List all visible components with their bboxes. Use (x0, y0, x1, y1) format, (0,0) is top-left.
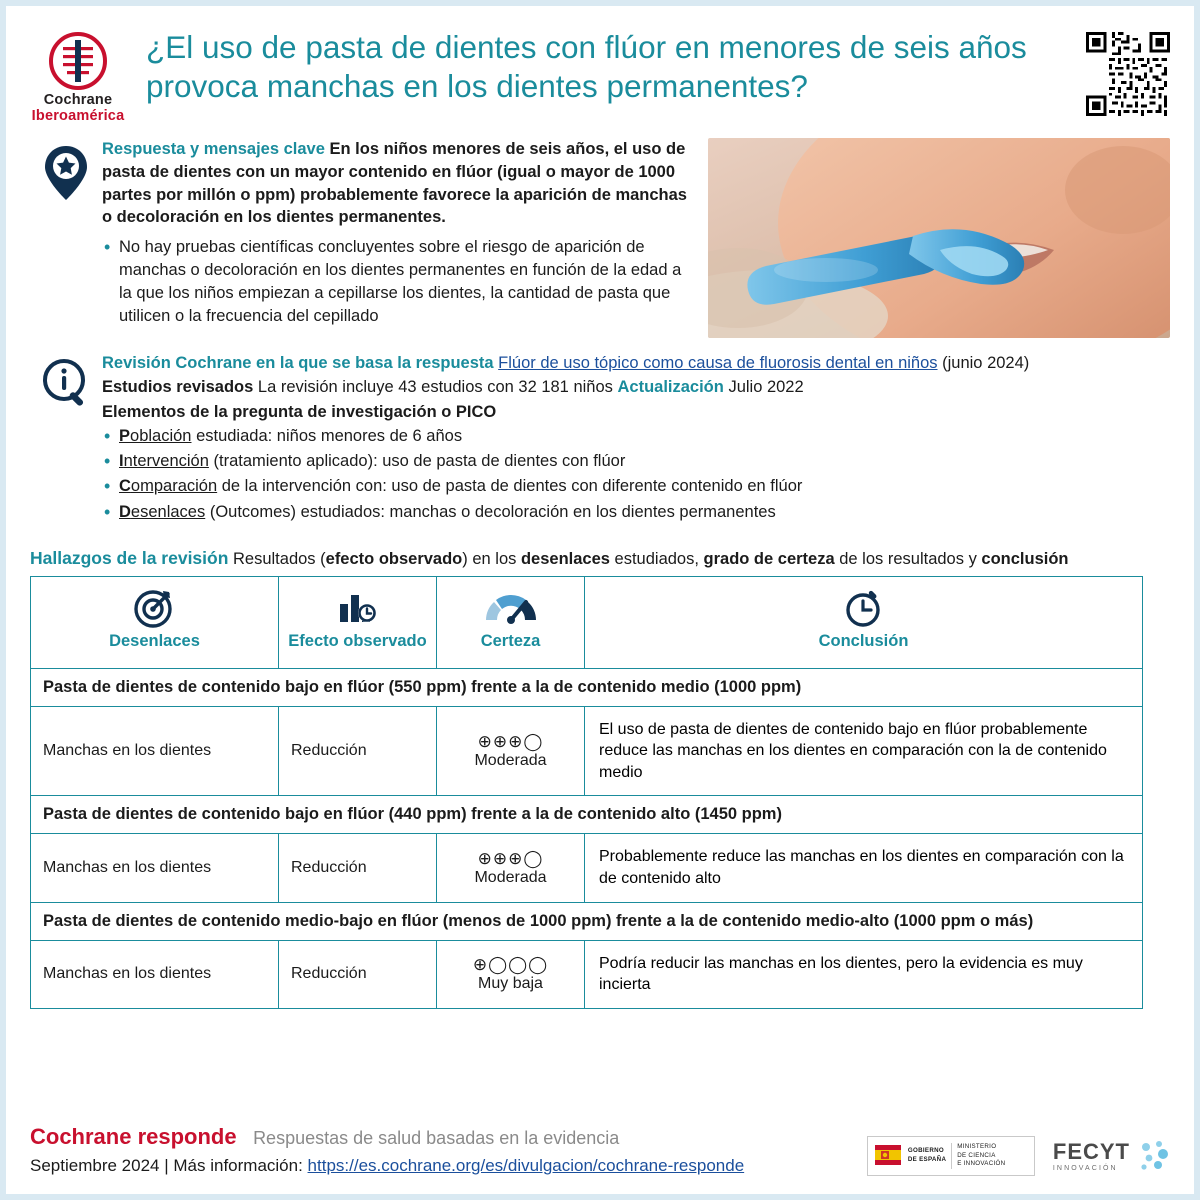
update-text: Julio 2022 (728, 378, 804, 397)
list-item-pico-i (102, 450, 1170, 473)
cell-effect: Reducción (279, 834, 437, 902)
gobierno-espana-logo (867, 1136, 1035, 1176)
review-basis-date: (junio 2024) (942, 354, 1030, 372)
group-heading: Pasta de dientes de contenido bajo en flúor (440 ppm) frente a la de contenido alto (1450 ppm) (31, 796, 1143, 834)
pico-letter: D (119, 502, 131, 521)
fecyt-name: FECYT (1052, 1138, 1130, 1164)
studies-text: La revisión incluye 43 estudios con 32 181 niños (257, 378, 613, 397)
list-item-pico-c (102, 475, 1170, 498)
findings-sub-p1: Resultados ( (233, 549, 326, 568)
pico-letter: I (119, 452, 124, 471)
table-row (31, 940, 1143, 1008)
min-line1: MINISTERIO (957, 1142, 997, 1150)
fecyt-text (1052, 1138, 1130, 1172)
findings-sub-b1: efecto observado (325, 549, 463, 568)
min-line3: E INNOVACIÓN (957, 1160, 1006, 1168)
fecyt-logo (1053, 1139, 1170, 1173)
cell-outcome: Manchas en los dientes (31, 940, 279, 1008)
review-icon-col (30, 352, 102, 526)
key-message-lead-text: En los niños menores de seis años, el uso de pasta de dientes con un mayor contenido en flúor (igual o mayor de 1000 partes por millón o ppm) probablemente favorece la aparición de manchas o decoloración en los dientes permanentes. (102, 140, 687, 227)
column-header-certeza (437, 576, 585, 668)
key-message-label: Respuesta y mensajes clave (102, 140, 325, 158)
column-header-conclusion (585, 576, 1143, 668)
cell-outcome: Manchas en los dientes (31, 706, 279, 796)
certainty-label: Moderada (474, 869, 547, 887)
group-heading: Pasta de dientes de contenido medio-bajo en flúor (menos de 1000 ppm) frente a la de contenido medio-alto (1000 ppm o más) (31, 902, 1143, 940)
review-basis-line (102, 352, 1170, 375)
footer-info-line (30, 1156, 867, 1176)
update-label: Actualización (617, 378, 724, 397)
pico-rest: omparación (130, 477, 218, 496)
footer-more-info: Más información: (173, 1156, 303, 1175)
clock-check-icon (585, 586, 1142, 628)
group-heading: Pasta de dientes de contenido bajo en flúor (550 ppm) frente a la de contenido medio (1000 ppm) (31, 668, 1143, 706)
review-studies-line (102, 376, 1170, 399)
cell-effect: Reducción (279, 940, 437, 1008)
table-group-row (31, 668, 1143, 706)
location-star-icon (43, 144, 89, 202)
gob-line2: DE ESPAÑA (907, 1156, 947, 1163)
column-header-desenlaces (31, 576, 279, 668)
footer-logos (867, 1136, 1170, 1176)
review-text (102, 352, 1170, 526)
key-message-bullets (102, 236, 694, 328)
gobierno-text (908, 1147, 946, 1165)
header (6, 6, 1194, 130)
findings-header (6, 526, 1194, 576)
key-message-section (6, 130, 1194, 338)
studies-label: Estudios revisados (102, 378, 254, 397)
info-magnifier-icon (42, 358, 90, 410)
footer-brand: Cochrane responde (30, 1124, 237, 1149)
pico-label: Elementos de la pregunta de investigación o PICO (102, 402, 497, 421)
footer (6, 1108, 1194, 1194)
footer-date: Septiembre 2024 (30, 1156, 160, 1175)
fecyt-dots-icon (1136, 1139, 1170, 1173)
pico-text: estudiada: niños menores de 6 años (191, 427, 463, 446)
spain-coat-of-arms-icon (873, 1141, 903, 1171)
pico-text: de la intervención con: uso de pasta de dientes con diferente contenido en flúor (217, 477, 803, 496)
logo-text-iberoamerica: Iberoamérica (31, 108, 125, 124)
footer-brand-line (30, 1124, 867, 1150)
cell-conclusion: El uso de pasta de dientes de contenido bajo en flúor probablemente reduce las manchas en los dientes en comparación con la de contenido medio (585, 706, 1143, 796)
cell-certainty (437, 706, 585, 796)
table-row (31, 834, 1143, 902)
min-line2: DE CIENCIA (957, 1151, 996, 1159)
review-section (6, 338, 1194, 526)
pico-text: (tratamiento aplicado): uso de pasta de dientes con flúor (208, 452, 626, 471)
key-message-lead (102, 138, 694, 229)
cochrane-logo-icon (49, 32, 107, 90)
target-icon (31, 586, 278, 628)
table-row (31, 706, 1143, 796)
page-title: ¿El uso de pasta de dientes con flúor en menores de seis años provoca manchas en los dientes permanentes? (146, 29, 1027, 104)
pico-rest: ntervención (123, 452, 209, 471)
findings-sub-p4: de los resultados y (834, 549, 982, 568)
footer-url-link[interactable]: https://es.cochrane.org/es/divulgacion/cochrane-responde (307, 1156, 745, 1175)
pico-text: (Outcomes) estudiados: manchas o decoloración en los dientes permanentes (205, 502, 776, 521)
pico-letter: P (119, 427, 131, 446)
bar-chart-icon (279, 586, 436, 628)
footer-tagline: Respuestas de salud basadas en la evidencia (253, 1128, 620, 1148)
certainty-symbols: ⊕◯◯◯ (472, 955, 549, 975)
pico-rest: esenlaces (130, 502, 206, 521)
logo-text-cochrane: Cochrane (43, 92, 113, 108)
list-item-pico-d (102, 501, 1170, 524)
certainty-label: Moderada (474, 752, 547, 770)
list-item: • No hay pruebas científicas concluyentes sobre el riesgo de aparición de manchas o decoloración en los dientes permanentes en función de la edad a la que los niños empiezan a cepillarse los dientes, la cantidad de pasta que utilicen o la frecuencia del cepillado (102, 236, 694, 328)
cell-certainty (437, 834, 585, 902)
findings-sub-p2: ) en los (462, 549, 521, 568)
cell-certainty (437, 940, 585, 1008)
certainty-label: Muy baja (478, 975, 543, 993)
findings-sub-b2: desenlaces (520, 549, 610, 568)
findings-sub-p3: estudiados, (609, 549, 704, 568)
child-brushing-teeth-photo (708, 138, 1170, 338)
column-header-efecto (279, 576, 437, 668)
column-header-label: Certeza (480, 631, 541, 650)
cell-conclusion: Podría reducir las manchas en los dientes, pero la evidencia es muy incierta (585, 940, 1143, 1008)
review-basis-link[interactable]: Flúor de uso tópico como causa de fluorosis dental en niños (498, 354, 938, 372)
list-item-pico-p (102, 425, 1170, 448)
cell-outcome: Manchas en los dientes (31, 834, 279, 902)
findings-sub-b3: grado de certeza (703, 549, 835, 568)
footer-left (30, 1124, 867, 1176)
table-group-row (31, 796, 1143, 834)
pico-rest: oblación (130, 427, 192, 446)
cell-conclusion: Probablemente reduce las manchas en los dientes en comparación con la de contenido alto (585, 834, 1143, 902)
table-group-row (31, 902, 1143, 940)
column-header-label: Desenlaces (109, 631, 200, 650)
findings-sub-b4: conclusión (981, 549, 1069, 568)
cochrane-logo (30, 28, 126, 124)
fecyt-sub: INNOVACIÓN (1052, 1164, 1118, 1172)
key-message-icon-col (30, 138, 102, 338)
findings-title: Hallazgos de la revisión (30, 547, 229, 568)
column-header-label: Efecto observado (288, 631, 427, 650)
review-basis-label: Revisión Cochrane en la que se basa la respuesta (102, 354, 494, 372)
column-header-label: Conclusión (818, 631, 909, 650)
results-table (30, 576, 1143, 1009)
pico-letter: C (119, 477, 131, 496)
footer-separator: | (164, 1156, 169, 1175)
gauge-icon (437, 586, 584, 628)
qr-code-icon (1086, 32, 1170, 116)
certainty-symbols: ⊕⊕⊕◯ (477, 849, 544, 869)
cell-effect: Reducción (279, 706, 437, 796)
key-message-text (102, 138, 708, 338)
certainty-symbols: ⊕⊕⊕◯ (477, 732, 544, 752)
ministerio-text (951, 1143, 1005, 1170)
table-header-row (31, 576, 1143, 668)
gob-line1: GOBIERNO (907, 1147, 944, 1155)
